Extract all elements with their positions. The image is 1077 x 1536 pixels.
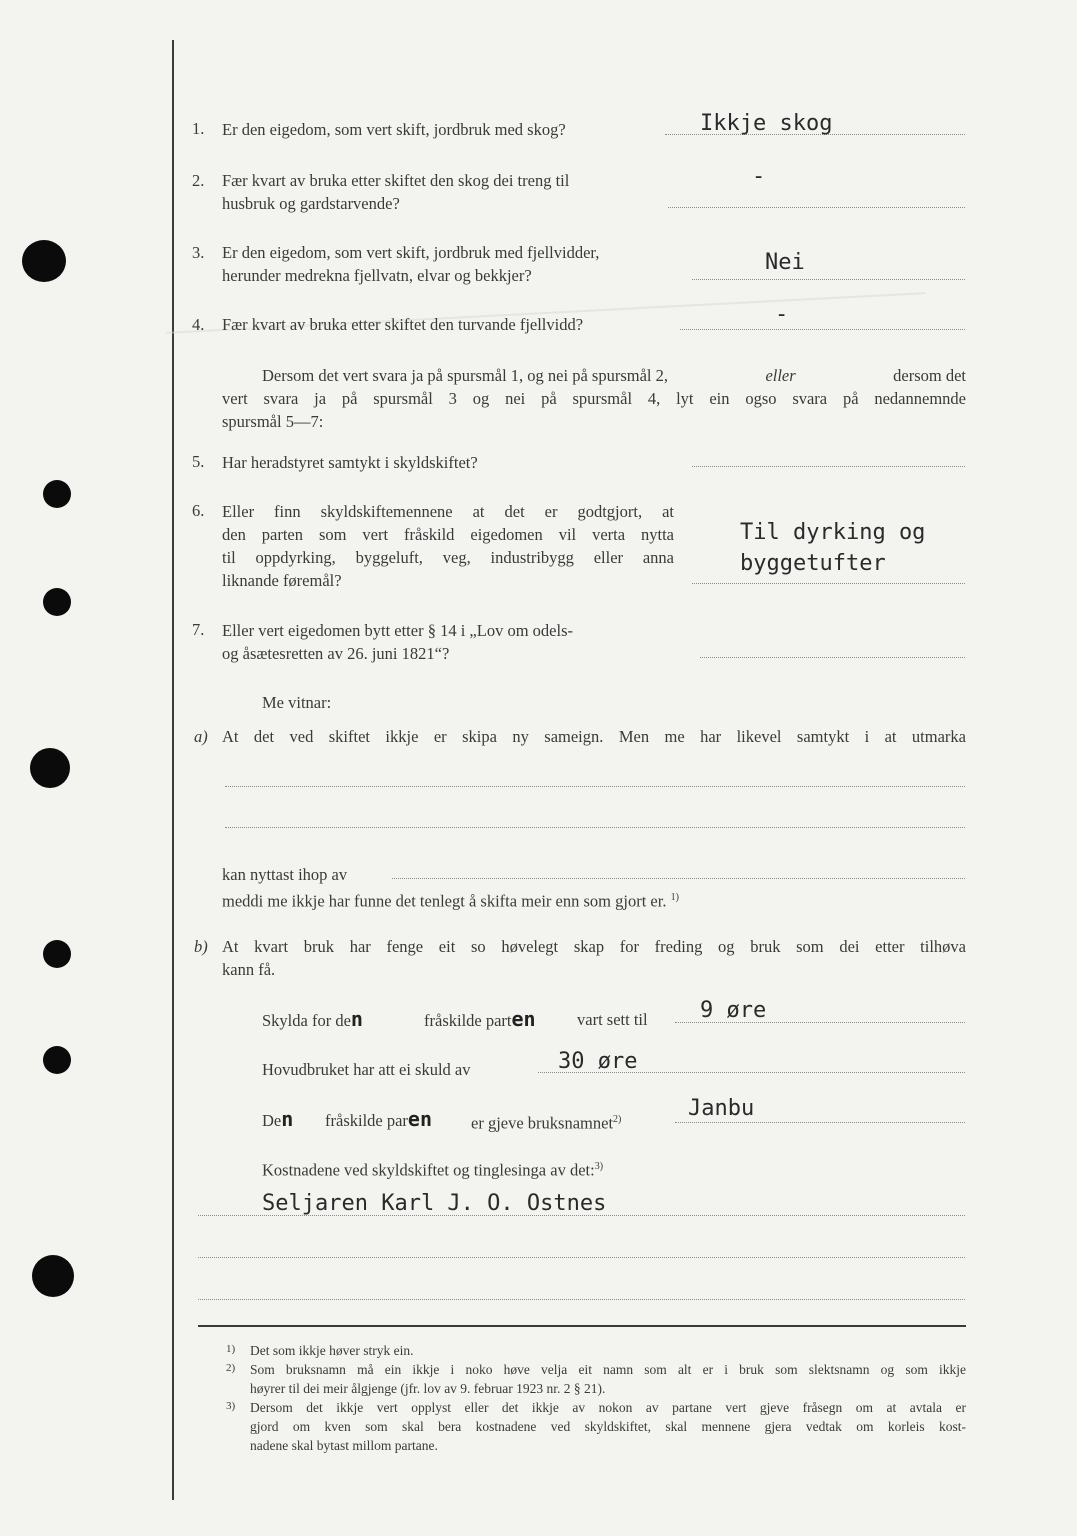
footnote-rule [198, 1325, 966, 1327]
item-label [194, 725, 208, 748]
binder-hole [22, 240, 66, 282]
intro-text: dersom det [893, 366, 966, 385]
item-label-text: a) [194, 727, 208, 746]
typed-answer: Seljaren Karl J. O. Ostnes [262, 1191, 607, 1216]
typed-answer: Nei [765, 250, 805, 275]
bruksnamn-label: De [262, 1111, 282, 1130]
bruksnamn-line [471, 1108, 621, 1135]
bruksnamn-label: er gjeve bruksnamnet [471, 1113, 614, 1133]
skylda-line [262, 1008, 363, 1032]
question-text: den parten som vert fråskild eigedomen vil verta nytta [222, 525, 674, 544]
answer-line [692, 466, 965, 467]
intro-text: Dersom det vert svara ja på spursmål 1, og nei på spursmål 2, [262, 366, 668, 385]
skylda-label: fråskilde part [424, 1011, 512, 1030]
bruksnamn-line [262, 1108, 293, 1132]
typed-answer: - [775, 302, 789, 327]
fill-line [392, 878, 965, 879]
binder-hole [43, 940, 71, 968]
skylda-label: vart sett til [577, 1010, 648, 1029]
question-text: og åsætesretten av 26. juni 1821“? [222, 644, 450, 663]
typed-answer: Til dyrking og [740, 520, 926, 545]
question-number: 4. [192, 315, 205, 334]
question-number: 5. [192, 452, 205, 471]
binder-hole [43, 480, 71, 508]
typed-answer: 30 øre [558, 1049, 638, 1074]
bruksnamn-label: fråskilde par [325, 1111, 408, 1130]
witness-a-text: At det ved skiftet ikkje er skipa ny sameign. Men me har likevel samtykt i at utmarka [222, 727, 966, 746]
margin-line [172, 40, 174, 1500]
witness-meddi-text: meddi me ikkje har funne det tenlegt å skifta meir enn som gjort er. [222, 891, 667, 911]
typed-answer: - [752, 164, 766, 189]
typed-answer: Janbu [688, 1096, 755, 1121]
question-text: herunder medrekna fjellvatn, elvar og bekkjer? [222, 266, 532, 285]
question-number: 1. [192, 119, 205, 138]
question-text: Er den eigedom, som vert skift, jordbruk med fjellvidder, [222, 243, 600, 262]
question-text: Fær kvart av bruka etter skiftet den skog dei treng til [222, 171, 570, 190]
intro-emphasis: eller [765, 366, 796, 385]
footnote-ref: 2) [613, 1114, 622, 1125]
question-text: Eller vert eigedomen bytt etter § 14 i „Lov om odels- [222, 621, 573, 640]
witness-b-text: At kvart bruk har fenge eit so høvelegt skap for freding og bruk som dei etter tilhøva [222, 937, 966, 956]
handwritten-suffix: n [350, 1007, 363, 1031]
fill-line [198, 1299, 965, 1300]
fill-line [225, 827, 965, 828]
intro-line: vert svara ja på spursmål 3 og nei på spursmål 4, lyt ein ogso svara på nedannemnde [222, 389, 966, 408]
footnote-mark: 1) [226, 1343, 236, 1355]
typed-answer: 9 øre [700, 998, 767, 1023]
item-label-text: b) [194, 937, 208, 956]
skylda-line [424, 1008, 536, 1032]
bruksnamn-line [325, 1108, 432, 1132]
footnote-ref: 1) [670, 892, 679, 903]
footnote-text: høyrer til dei meir ålgjenge (jfr. lov av 9. februar 1923 nr. 2 § 21). [250, 1381, 606, 1396]
question-number: 7. [192, 620, 205, 639]
answer-line [700, 657, 965, 658]
typed-answer: byggetufter [740, 551, 886, 576]
intro-line [262, 364, 966, 387]
witness-meddi-line [222, 886, 679, 913]
question-text: Har heradstyret samtykt i skyldskiftet? [222, 453, 478, 472]
fill-line [198, 1215, 965, 1216]
footnote-text: Det som ikkje høver stryk ein. [250, 1343, 414, 1358]
answer-line [692, 583, 965, 584]
fill-line [225, 786, 965, 787]
kostnadene-label: Kostnadene ved skyldskiftet og tinglesinga av det: [262, 1160, 595, 1180]
question-number: 2. [192, 171, 205, 190]
kostnadene-line [262, 1155, 603, 1182]
question-text: husbruk og gardstarvende? [222, 194, 400, 213]
typed-answer: Ikkje skog [700, 111, 833, 136]
question-text: Er den eigedom, som vert skift, jordbruk med skog? [222, 120, 566, 139]
intro-line: spursmål 5—7: [222, 412, 324, 431]
answer-line [692, 279, 965, 280]
footnote-text: nadene skal bytast millom partane. [250, 1438, 438, 1453]
answer-line [680, 329, 965, 330]
witness-heading: Me vitnar: [262, 693, 332, 712]
question-text: Fær kvart av bruka etter skiftet den turvande fjellvidd? [222, 315, 584, 334]
question-number: 6. [192, 501, 205, 520]
item-label [194, 935, 208, 958]
handwritten-suffix: en [407, 1107, 433, 1131]
handwritten-suffix: n [281, 1107, 294, 1131]
footnote-ref: 3) [594, 1161, 604, 1172]
hovudbruket-label: Hovudbruket har att ei skuld av [262, 1060, 471, 1079]
question-text: liknande føremål? [222, 571, 342, 590]
question-text: til oppdyrking, byggeluft, veg, industribygg eller anna [222, 548, 674, 567]
binder-hole [43, 1046, 71, 1074]
handwritten-suffix: en [511, 1007, 536, 1031]
witness-kan-text: kan nyttast ihop av [222, 865, 348, 884]
skylda-label: Skylda for de [262, 1011, 351, 1030]
footnote-mark: 2) [226, 1362, 236, 1374]
binder-hole [30, 748, 70, 788]
binder-hole [32, 1255, 74, 1297]
question-text: Eller finn skyldskiftemennene at det er godtgjort, at [222, 502, 674, 521]
answer-line [668, 207, 965, 208]
footnote-text: Som bruksnamn må ein ikkje i noko høve velja eit namn som alt er i bruk som slektsnamn og som ikkje [250, 1362, 966, 1377]
footnote-text: Dersom det ikkje vert opplyst eller det ikkje av nokon av partane vert gjeve fråsegn om at avtala er [250, 1400, 966, 1415]
footnote-text: gjord om kven som skal bera kostnadene ved skyldskiftet, skal mennene gjera vedtak om korleis kost- [250, 1419, 966, 1434]
binder-hole [43, 588, 71, 616]
footnote-mark: 3) [226, 1400, 236, 1412]
fill-line [198, 1257, 965, 1258]
witness-b-text: kann få. [222, 960, 276, 979]
question-number: 3. [192, 243, 205, 262]
fill-line [675, 1122, 965, 1123]
